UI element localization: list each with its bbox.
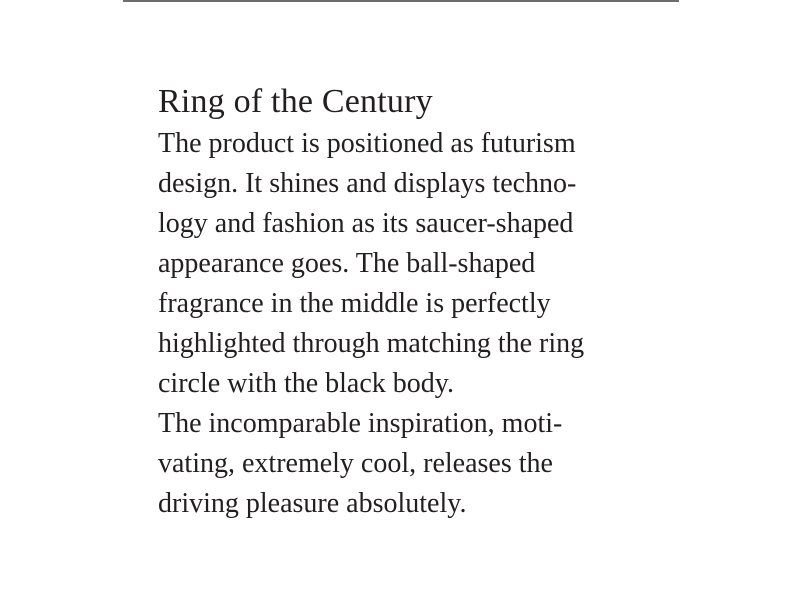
article [158,80,678,524]
text-line: fragrance in the middle is perfectly [158,288,551,319]
text-line: design. It shines and displays techno- [158,168,577,199]
text-line: appearance goes. The ball-shaped [158,248,536,279]
text-line: logy and fashion as its saucer-shaped [158,208,574,239]
text-line: The product is positioned as futurism [158,128,576,159]
paragraph-1 [158,124,678,404]
article-title: Ring of the Century [158,83,433,120]
text-line: The incomparable inspiration, moti- [158,408,563,439]
text-line: circle with the black body. [158,368,454,399]
top-divider [123,0,679,2]
paragraph-2 [158,404,678,524]
text-line: highlighted through matching the ring [158,328,585,359]
text-line: driving pleasure absolutely. [158,488,467,519]
text-line: vating, extremely cool, releases the [158,448,553,479]
